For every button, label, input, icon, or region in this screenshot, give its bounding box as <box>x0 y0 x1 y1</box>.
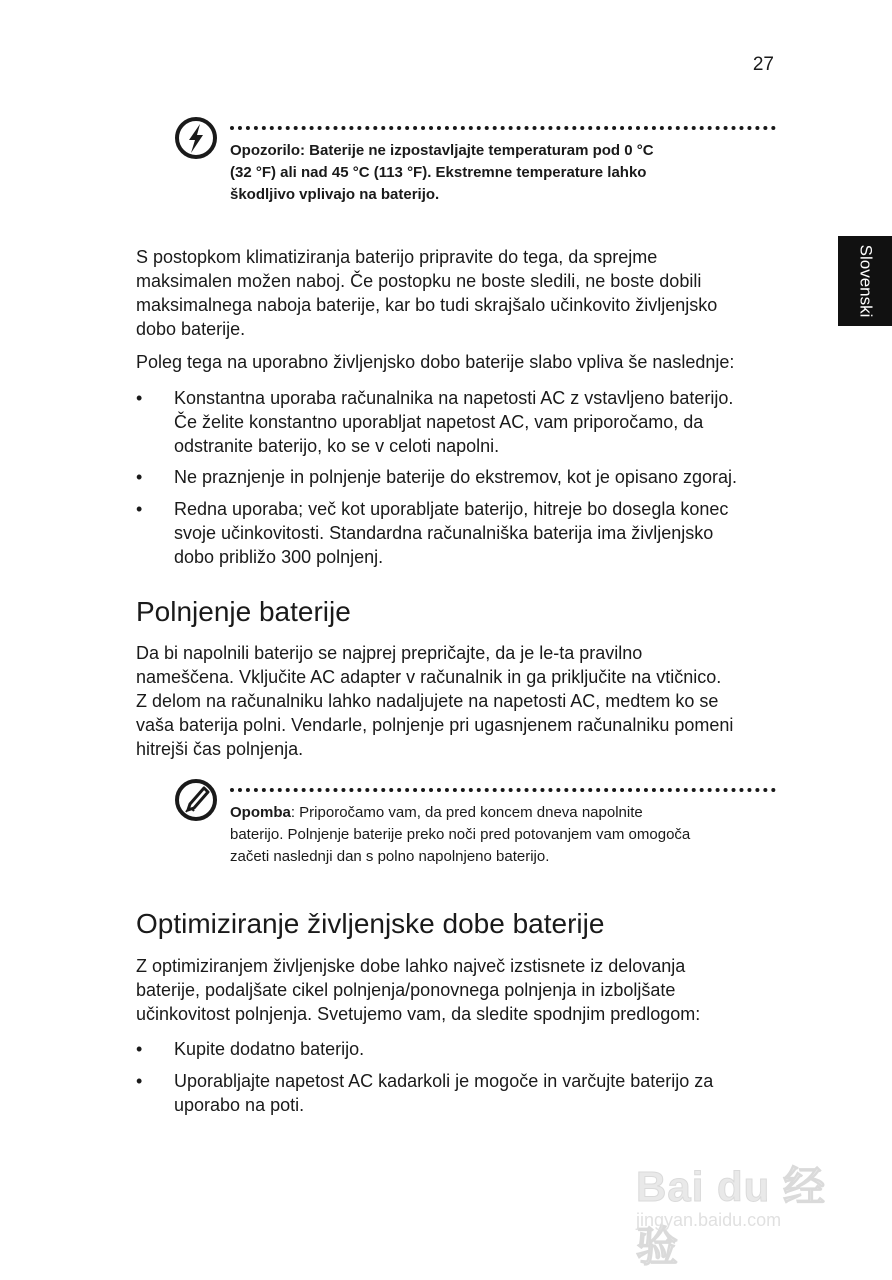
watermark-logo: Bai du 经验 <box>636 1163 827 1270</box>
bullet-icon: • <box>136 499 143 519</box>
note-text: Opomba: Priporočamo vam, da pred koncem dneva napolnite baterijo. Polnjenje baterije preko noči pred potovanjem vam omogoča začeti naslednji dan s polno napolnjeno baterijo. <box>230 804 691 865</box>
language-tab-label: Slovenski <box>856 244 876 318</box>
warning-label: Opozorilo: <box>230 142 305 159</box>
bullet-icon: • <box>136 388 143 408</box>
watermark-url: jingyan.baidu.com <box>636 1210 782 1230</box>
warning-box <box>174 116 778 226</box>
note-pen-icon <box>174 778 218 822</box>
section-heading: Optimiziranje življenjske dobe baterije <box>136 908 605 939</box>
intro-paragraph-2: Poleg tega na uporabno življenjsko dobo baterije slabo vpliva še naslednje: <box>136 352 735 372</box>
note-label: Opomba <box>230 804 291 821</box>
warning-lightning-icon <box>174 116 218 160</box>
section-paragraph: Z optimiziranjem življenjske dobe lahko največ izstisnete iz delovanja baterije, podaljšate cikel polnjenja/ponovnega polnjenja in izboljšate učinkovitost polnjenja. Svetujemo vam, da sledite spodnjim predlogom: <box>136 956 701 1024</box>
bullet-icon: • <box>136 467 143 487</box>
note-box <box>174 778 778 888</box>
page-number: 27 <box>752 54 774 75</box>
bullet-icon: • <box>136 1039 143 1059</box>
note-divider <box>230 788 776 792</box>
section-paragraph: Da bi napolnili baterijo se najprej prepričajte, da je le-ta pravilno nameščena. Vključite AC adapter v računalnik in ga priključite na vtičnico. Z delom na računalniku lahko nadaljujete na napetosti AC, medtem ko se vaša baterija polni. Vendarle, polnjenje pri ugasnjenem računalniku pomeni hitrejši čas polnjenja. <box>136 643 734 759</box>
language-tab <box>838 236 892 326</box>
intro-paragraph: S postopkom klimatiziranja baterijo pripravite do tega, da sprejme maksimalen možen naboj. Če postopku ne boste sledili, ne boste dobili maksimalnega naboja baterije, kar bo tudi skrajšalo učinkovito življenjsko dobo baterije. <box>136 247 718 339</box>
bullet-icon: • <box>136 1071 143 1091</box>
watermark <box>636 1146 856 1270</box>
warning-divider <box>230 126 776 130</box>
warning-text: Opozorilo: Baterije ne izpostavljajte temperaturam pod 0 °C (32 °F) ali nad 45 °C (113 °F). Ekstremne temperature lahko škodljivo vplivajo na baterijo. <box>230 142 654 203</box>
section-heading: Polnjenje baterije <box>136 596 351 627</box>
